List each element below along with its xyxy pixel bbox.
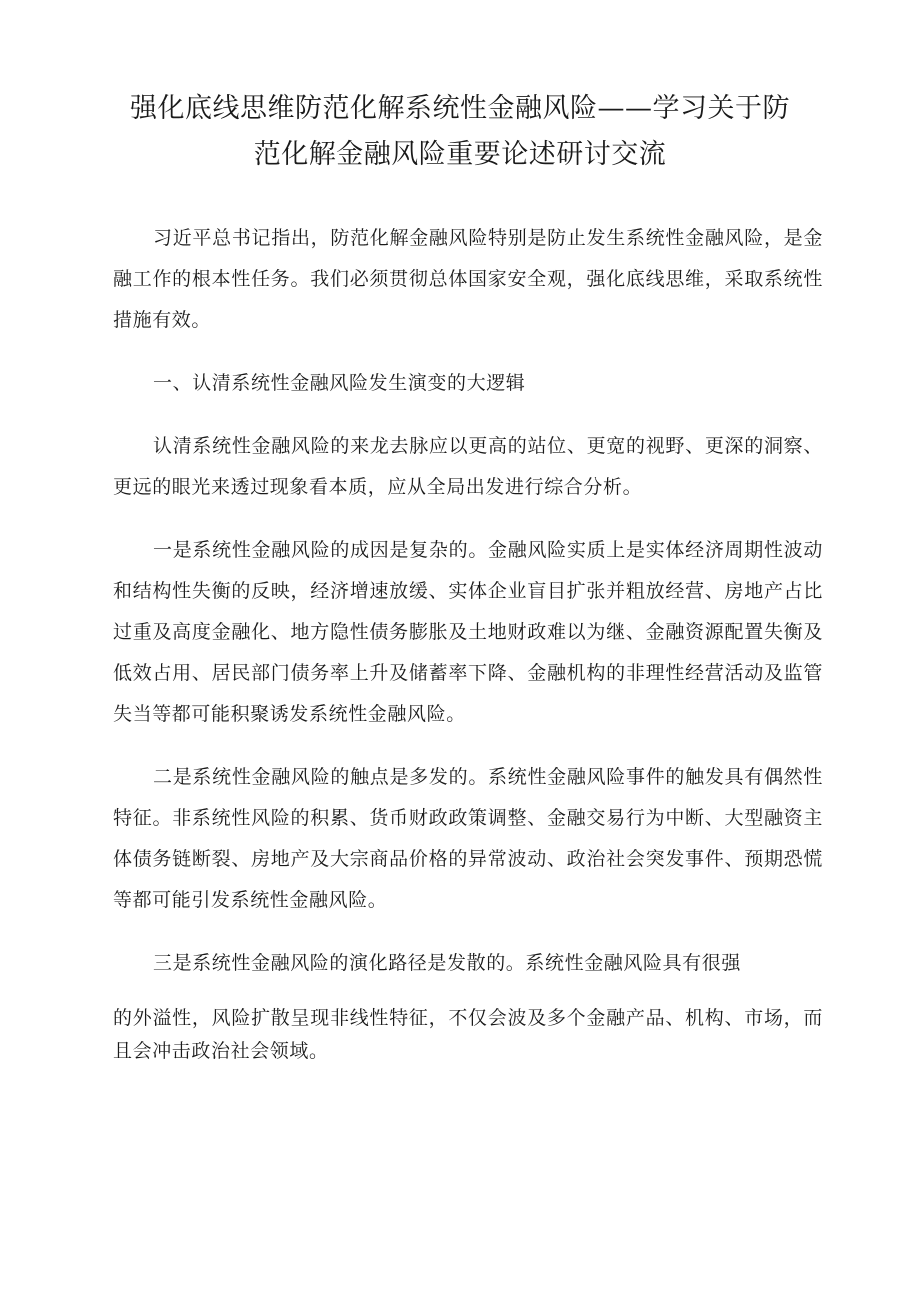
title-line-1: 强化底线思维防范化解系统性金融风险——学习关于防	[130, 93, 790, 124]
paragraph-overview: 认清系统性金融风险的来龙去脉应以更高的站位、更宽的视野、更深的洞察、更远的眼光来透过现象看本质，应从全局出发进行综合分析。	[113, 435, 823, 498]
paragraph-triggers: 二是系统性金融风险的触点是多发的。系统性金融风险事件的触发具有偶然性特征。非系统性风险的积累、货币财政政策调整、金融交易行为中断、大型融资主体债务链断裂、房地产及大宗商品价格的异常波动、政治社会突发事件、预期恐慌等都可能引发系统性金融风险。	[113, 766, 823, 911]
paragraph-intro: 习近平总书记指出，防范化解金融风险特别是防止发生系统性金融风险，是金融工作的根本性任务。我们必须贯彻总体国家安全观，强化底线思维，采取系统性措施有效。	[113, 227, 823, 331]
paragraph-evolution-rest: 的外溢性，风险扩散呈现非线性特征，不仅会波及多个金融产品、机构、市场，而且会冲击政治社会领域。	[113, 1007, 823, 1062]
document-title	[100, 86, 820, 178]
paragraph-evolution-first-line: 三是系统性金融风险的演化路径是发散的。系统性金融风险具有很强	[153, 952, 742, 974]
paragraph-causes: 一是系统性金融风险的成因是复杂的。金融风险实质上是实体经济周期性波动和结构性失衡的反映，经济增速放缓、实体企业盲目扩张并粗放经营、房地产占比过重及高度金融化、地方隐性债务膨胀及土地财政难以为继、金融资源配置失衡及低效占用、居民部门债务率上升及储蓄率下降、金融机构的非理性经营活动及监管失当等都可能积聚诱发系统性金融风险。	[113, 539, 823, 725]
section-heading-1: 一、认清系统性金融风险发生演变的大逻辑	[153, 372, 526, 394]
document-body	[113, 218, 823, 1068]
title-line-2: 范化解金融风险重要论述研讨交流	[253, 139, 667, 170]
